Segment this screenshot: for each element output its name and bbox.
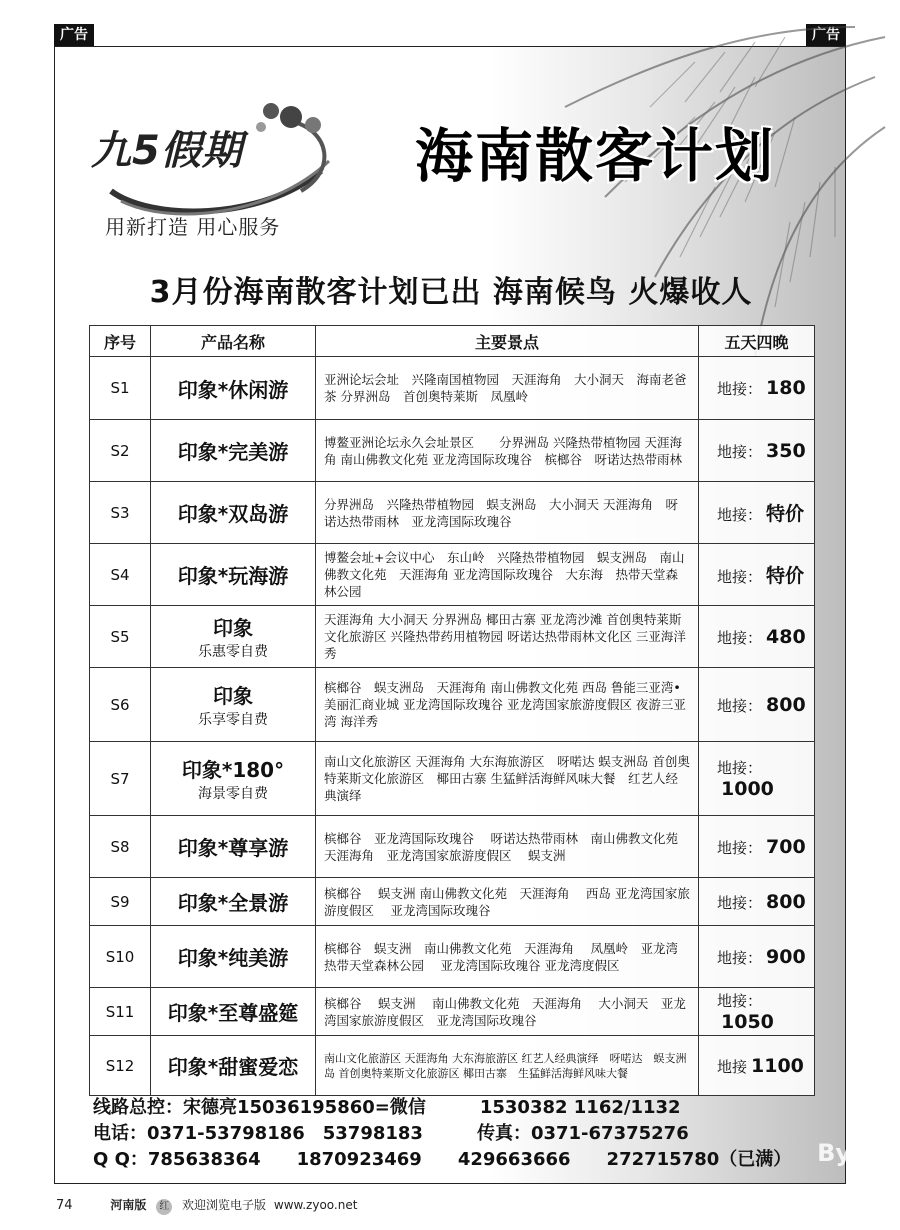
page-number: 74 <box>56 1198 73 1213</box>
product-subtitle: 乐享零自费 <box>198 712 268 728</box>
row-product <box>151 926 316 988</box>
price-label: 地接： <box>717 442 763 461</box>
contact-line-qq: Q Q：785638364 1870923469 429663666 272715780（已满） <box>93 1149 792 1170</box>
row-price <box>699 544 815 606</box>
product-name: 印象*完美游 <box>177 440 289 464</box>
row-spots: 槟榔谷 蜈支洲 南山佛教文化苑 天涯海角 大小洞天 亚龙湾国家旅游度假区 亚龙湾国际玫瑰谷 <box>316 988 699 1036</box>
row-price <box>699 482 815 544</box>
product-name: 印象*玩海游 <box>177 564 289 588</box>
table-row <box>90 816 815 878</box>
row-spots: 槟榔谷 蜈支洲岛 天涯海角 南山佛教文化苑 西岛 鲁能三亚湾•美丽汇商业城 亚龙湾国际玫瑰谷 亚龙湾国家旅游度假区 夜游三亚湾 海洋秀 <box>316 668 699 742</box>
price-label: 地接： <box>717 893 763 912</box>
page-footer <box>56 1196 357 1215</box>
palm-leaf-graphic <box>455 17 885 377</box>
price-label: 地接： <box>717 506 763 524</box>
header-no: 序号 <box>90 326 151 357</box>
product-name: 印象*休闲游 <box>177 377 289 402</box>
product-name: 印象*甜蜜爱恋 <box>167 1055 299 1079</box>
price-label: 地接： <box>717 759 763 777</box>
main-title: 海南散客计划 <box>415 122 776 190</box>
row-price <box>699 742 815 816</box>
row-product <box>151 816 316 878</box>
headline: 3月份海南散客计划已出 海南候鸟 火爆收人 <box>149 275 753 310</box>
product-name: 印象*至尊盛筵 <box>167 1001 299 1025</box>
row-no: S7 <box>90 742 151 816</box>
row-no: S1 <box>90 357 151 420</box>
header-product: 产品名称 <box>151 326 316 357</box>
row-spots: 槟榔谷 亚龙湾国际玫瑰谷 呀诺达热带雨林 南山佛教文化苑 天涯海角 亚龙湾国家旅游度假区 蜈支洲 <box>316 816 699 878</box>
price-value: 480 <box>766 625 806 648</box>
logo-text: 九5假期 <box>91 128 243 174</box>
site-link[interactable]: www.zyoo.net <box>273 1198 358 1212</box>
price-label: 地接： <box>717 380 763 398</box>
row-spots: 分界洲岛 兴隆热带植物园 蜈支洲岛 大小洞天 天涯海角 呀诺达热带雨林 亚龙湾国际玫瑰谷 <box>316 482 699 544</box>
price-label: 地接： <box>717 838 763 857</box>
product-name: 印象*180° <box>181 758 285 782</box>
price-value: 800 <box>766 693 806 716</box>
product-name: 印象*双岛游 <box>177 502 289 526</box>
price-value: 1100 <box>751 1054 804 1077</box>
table-row <box>90 878 815 926</box>
welcome-text: 欢迎浏览电子版 <box>182 1198 267 1212</box>
row-spots: 亚洲论坛会址 兴隆南国植物园 天涯海角 大小洞天 海南老爸茶 分界洲岛 首创奥特莱斯 凤凰岭 <box>316 357 699 420</box>
header-spots: 主要景点 <box>316 326 699 357</box>
contact-line-phone: 电话：0371-53798186 53798183 传真：0371-67375276 <box>93 1123 689 1144</box>
row-price <box>699 1036 815 1096</box>
table-row <box>90 742 815 816</box>
slogan: 用新打造 用心服务 <box>105 215 281 239</box>
table-row <box>90 1036 815 1096</box>
row-no: S12 <box>90 1036 151 1096</box>
row-no: S9 <box>90 878 151 926</box>
price-value: 1050 <box>721 1011 774 1033</box>
row-spots: 博鳌会址+会议中心 东山岭 兴隆热带植物园 蜈支洲岛 南山佛教文化苑 天涯海角 亚龙湾国际玫瑰谷 大东海 热带天堂森林公园 <box>316 544 699 606</box>
edition-badge-icon: 红 <box>156 1199 172 1215</box>
row-price <box>699 988 815 1036</box>
row-no: S3 <box>90 482 151 544</box>
price-label: 地接： <box>717 696 763 715</box>
row-price <box>699 926 815 988</box>
price-label: 地接： <box>717 568 763 586</box>
price-value: 900 <box>766 945 806 968</box>
row-price <box>699 606 815 668</box>
ad-tag-right: 广告 <box>806 24 846 46</box>
product-name: 印象*全景游 <box>177 891 289 915</box>
row-spots: 博鳌亚洲论坛永久会址景区 分界洲岛 兴隆热带植物园 天涯海角 南山佛教文化苑 亚龙湾国际玫瑰谷 槟榔谷 呀诺达热带雨林 <box>316 420 699 482</box>
watermark-text: By <box>817 1139 851 1167</box>
tour-plan-table <box>89 325 815 1096</box>
row-product <box>151 544 316 606</box>
price-value: 特价 <box>766 565 805 587</box>
price-value: 1000 <box>721 778 774 800</box>
row-no: S8 <box>90 816 151 878</box>
price-value: 700 <box>766 835 806 858</box>
product-name: 印象*尊享游 <box>177 836 289 860</box>
table-row <box>90 926 815 988</box>
product-name: 印象 <box>213 684 253 708</box>
table-row <box>90 544 815 606</box>
row-no: S2 <box>90 420 151 482</box>
table-row <box>90 988 815 1036</box>
row-no: S6 <box>90 668 151 742</box>
row-no: S4 <box>90 544 151 606</box>
row-price <box>699 357 815 420</box>
ad-tag-left: 广告 <box>54 24 94 46</box>
ad-frame <box>54 46 851 1184</box>
product-subtitle: 乐惠零自费 <box>198 644 268 660</box>
table-row <box>90 668 815 742</box>
table-header-row <box>90 326 815 357</box>
row-product <box>151 742 316 816</box>
price-value: 800 <box>766 890 806 913</box>
row-product <box>151 668 316 742</box>
row-product <box>151 1036 316 1096</box>
edition-label: 河南版 <box>110 1198 147 1212</box>
row-price <box>699 420 815 482</box>
row-spots: 槟榔谷 蜈支洲 南山佛教文化苑 天涯海角 凤凰岭 亚龙湾热带天堂森林公园 亚龙湾国际玫瑰谷 亚龙湾度假区 <box>316 926 699 988</box>
row-product <box>151 878 316 926</box>
header-price: 五天四晚 <box>699 326 815 357</box>
row-spots: 槟榔谷 蜈支洲 南山佛教文化苑 天涯海角 西岛 亚龙湾国家旅游度假区 亚龙湾国际玫瑰谷 <box>316 878 699 926</box>
product-subtitle: 海景零自费 <box>198 786 268 802</box>
row-price <box>699 878 815 926</box>
price-label: 地接 <box>717 1057 748 1076</box>
row-product <box>151 606 316 668</box>
price-value: 180 <box>766 377 806 399</box>
row-spots: 天涯海角 大小洞天 分界洲岛 椰田古寨 亚龙湾沙滩 首创奥特莱斯文化旅游区 兴隆热带药用植物园 呀诺达热带雨林文化区 三亚海洋秀 <box>316 606 699 668</box>
row-price <box>699 668 815 742</box>
row-no: S10 <box>90 926 151 988</box>
table-row <box>90 357 815 420</box>
row-product <box>151 482 316 544</box>
row-no: S11 <box>90 988 151 1036</box>
product-name: 印象*纯美游 <box>177 946 289 970</box>
row-price <box>699 816 815 878</box>
row-product <box>151 357 316 420</box>
row-product <box>151 988 316 1036</box>
row-product <box>151 420 316 482</box>
price-label: 地接： <box>717 992 763 1010</box>
row-no: S5 <box>90 606 151 668</box>
price-value: 特价 <box>766 503 805 525</box>
table-row <box>90 482 815 544</box>
table-row <box>90 420 815 482</box>
table-row <box>90 606 815 668</box>
price-label: 地接： <box>717 948 763 967</box>
product-name: 印象 <box>213 616 253 640</box>
contact-line-control: 线路总控：宋德亮15036195860=微信 1530382 1162/1132 <box>93 1097 681 1118</box>
price-value: 350 <box>766 439 806 462</box>
row-spots: 南山文化旅游区 天涯海角 大东海旅游区 呀喏达 蜈支洲岛 首创奥特莱斯文化旅游区 椰田古寨 生猛鲜活海鲜风味大餐 红艺人经典演绎 <box>316 742 699 816</box>
price-label: 地接： <box>717 628 763 647</box>
row-spots: 南山文化旅游区 天涯海角 大东海旅游区 红艺人经典演绎 呀喏达 蜈支洲岛 首创奥特莱斯文化旅游区 椰田古寨 生猛鲜活海鲜风味大餐 <box>316 1036 699 1096</box>
